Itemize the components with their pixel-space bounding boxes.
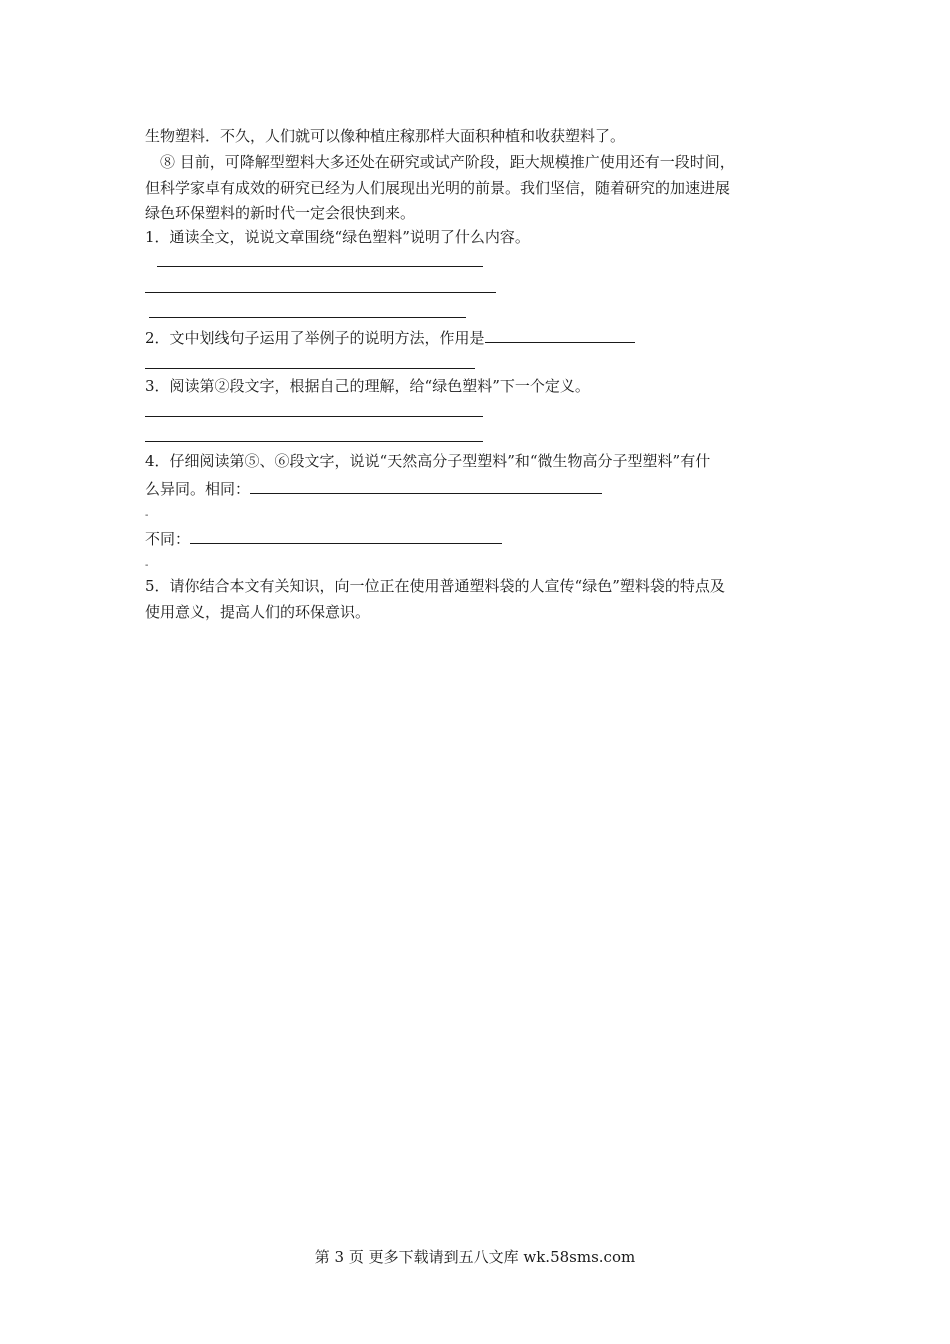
question-2-row [145, 326, 635, 348]
answer-blank[interactable] [190, 527, 502, 544]
answer-blank[interactable] [250, 477, 602, 494]
question-4-diff-row [145, 527, 502, 549]
question-5-line-2: 使用意义，提高人们的环保意识。 [145, 603, 371, 621]
answer-blank[interactable] [485, 326, 635, 343]
answer-line[interactable] [149, 317, 466, 318]
passage-line-1: 生物塑料．不久，人们就可以像种植庄稼那样大面积种植和收获塑料了。 [145, 127, 626, 145]
question-4-line-2 [145, 477, 602, 499]
question-1-text: 1．通读全文，说说文章围绕“绿色塑料”说明了什么内容。 [145, 228, 530, 246]
page-footer: 第 3 页 更多下载请到五八文库 wk.58sms.com [314, 1248, 636, 1266]
question-2-text: 2．文中划线句子运用了举例子的说明方法，作用是 [145, 329, 485, 347]
paragraph-8-line-1: ⑧ 目前，可降解型塑料大多还处在研究或试产阶段，距大规模推广使用还有一段时间， [160, 153, 735, 171]
answer-line[interactable] [145, 441, 483, 442]
answer-line[interactable] [145, 368, 475, 369]
paragraph-8-line-2: 但科学家卓有成效的研究已经为人们展现出光明的前景。我们坚信，随着研究的加速进展 [145, 179, 731, 197]
paragraph-8-line-3: 绿色环保塑料的新时代一定会很快到来。 [145, 204, 416, 222]
answer-line[interactable] [145, 416, 483, 417]
question-4-similar-label: 么异同。相同： [145, 480, 251, 498]
question-5-line-1: 5．请你结合本文有关知识，向一位正在使用普通塑料袋的人宣传“绿色”塑料袋的特点及 [145, 577, 725, 595]
answer-line[interactable] [145, 292, 496, 293]
question-4-different-label: 不同： [145, 530, 191, 548]
dash-mark: - [145, 510, 149, 521]
answer-line[interactable] [157, 266, 483, 267]
question-4-line-1: 4．仔细阅读第⑤、⑥段文字，说说“天然高分子型塑料”和“微生物高分子型塑料”有什 [145, 452, 711, 470]
dash-mark: - [145, 560, 149, 571]
question-3-text: 3．阅读第②段文字，根据自己的理解，给“绿色塑料”下一个定义。 [145, 377, 590, 395]
